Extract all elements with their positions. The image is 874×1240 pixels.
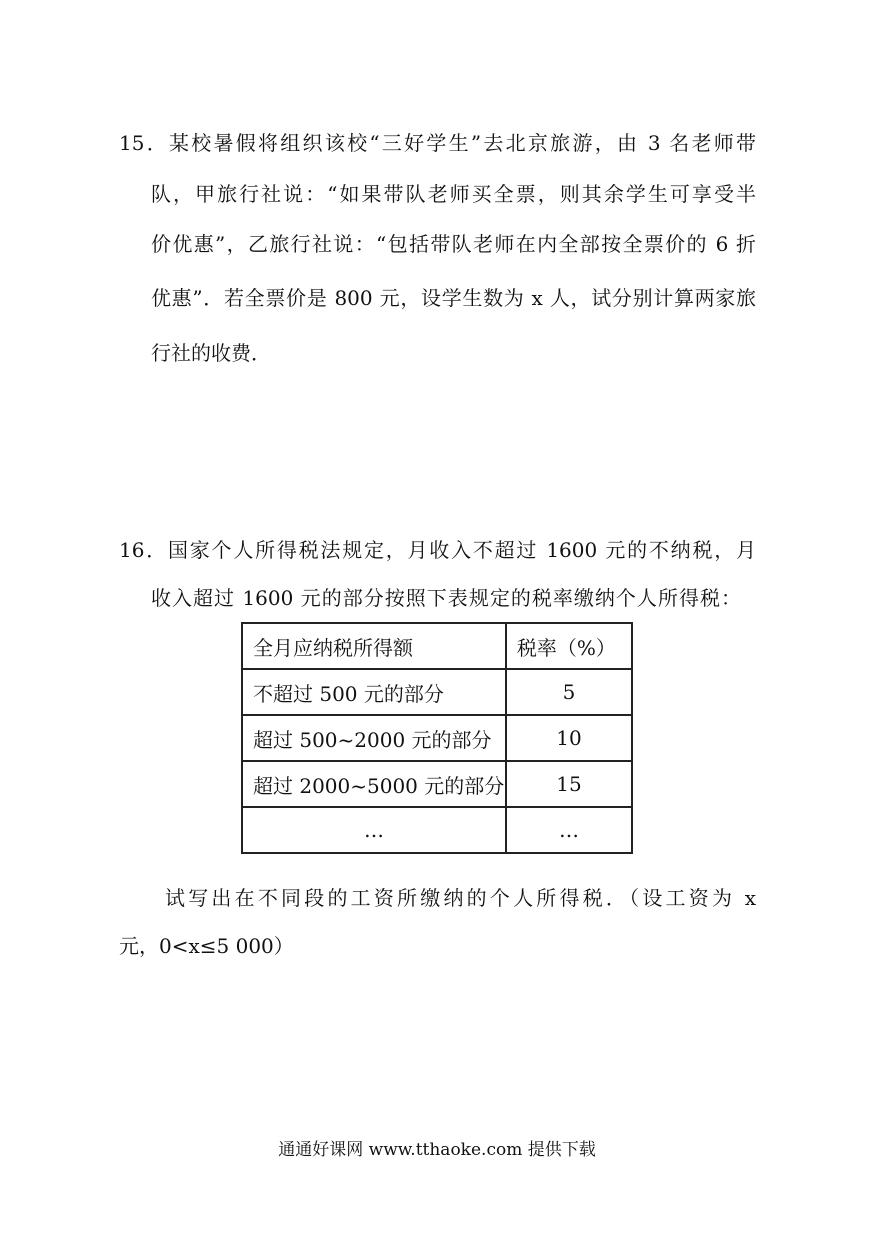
table-header-income: 全月应纳税所得额 [242, 623, 506, 669]
table-cell-rate: … [506, 807, 632, 853]
table-header-rate: 税率（%） [506, 623, 632, 669]
table-cell-income: 超过 500~2000 元的部分 [242, 715, 506, 761]
q15-line-3: 价优惠”，乙旅行社说：“包括带队老师在内全部按全票价的 6 折 [151, 232, 756, 256]
q15-line-5: 行社的收费． [151, 341, 271, 365]
table-cell-rate: 10 [506, 715, 632, 761]
table-row [242, 761, 632, 807]
table-cell-income: … [242, 807, 506, 853]
q16-line-2: 收入超过 1600 元的部分按照下表规定的税率缴纳个人所得税： [151, 586, 741, 610]
q16-line-4: 元，0<x≤5 000） [119, 934, 294, 958]
page-footer: 通通好课网 www.tthaoke.com 提供下载 [278, 1140, 596, 1160]
q15-line-1: 15．某校暑假将组织该校“三好学生”去北京旅游，由 3 名老师带 [119, 131, 756, 155]
q16-line-1: 16．国家个人所得税法规定，月收入不超过 1600 元的不纳税，月 [119, 538, 756, 562]
table-row [242, 715, 632, 761]
table-header-row [242, 623, 632, 669]
table-cell-rate: 5 [506, 669, 632, 715]
table-cell-income: 不超过 500 元的部分 [242, 669, 506, 715]
q16-line-3: 试写出在不同段的工资所缴纳的个人所得税．（设工资为 x [165, 886, 756, 910]
table-row [242, 807, 632, 853]
table-cell-income: 超过 2000~5000 元的部分 [242, 761, 506, 807]
q15-line-2: 队，甲旅行社说：“如果带队老师买全票，则其余学生可享受半 [151, 182, 756, 206]
table-row [242, 669, 632, 715]
tax-rate-table [241, 622, 633, 854]
table-cell-rate: 15 [506, 761, 632, 807]
q15-line-4: 优惠”．若全票价是 800 元，设学生数为 x 人，试分别计算两家旅 [151, 286, 756, 310]
